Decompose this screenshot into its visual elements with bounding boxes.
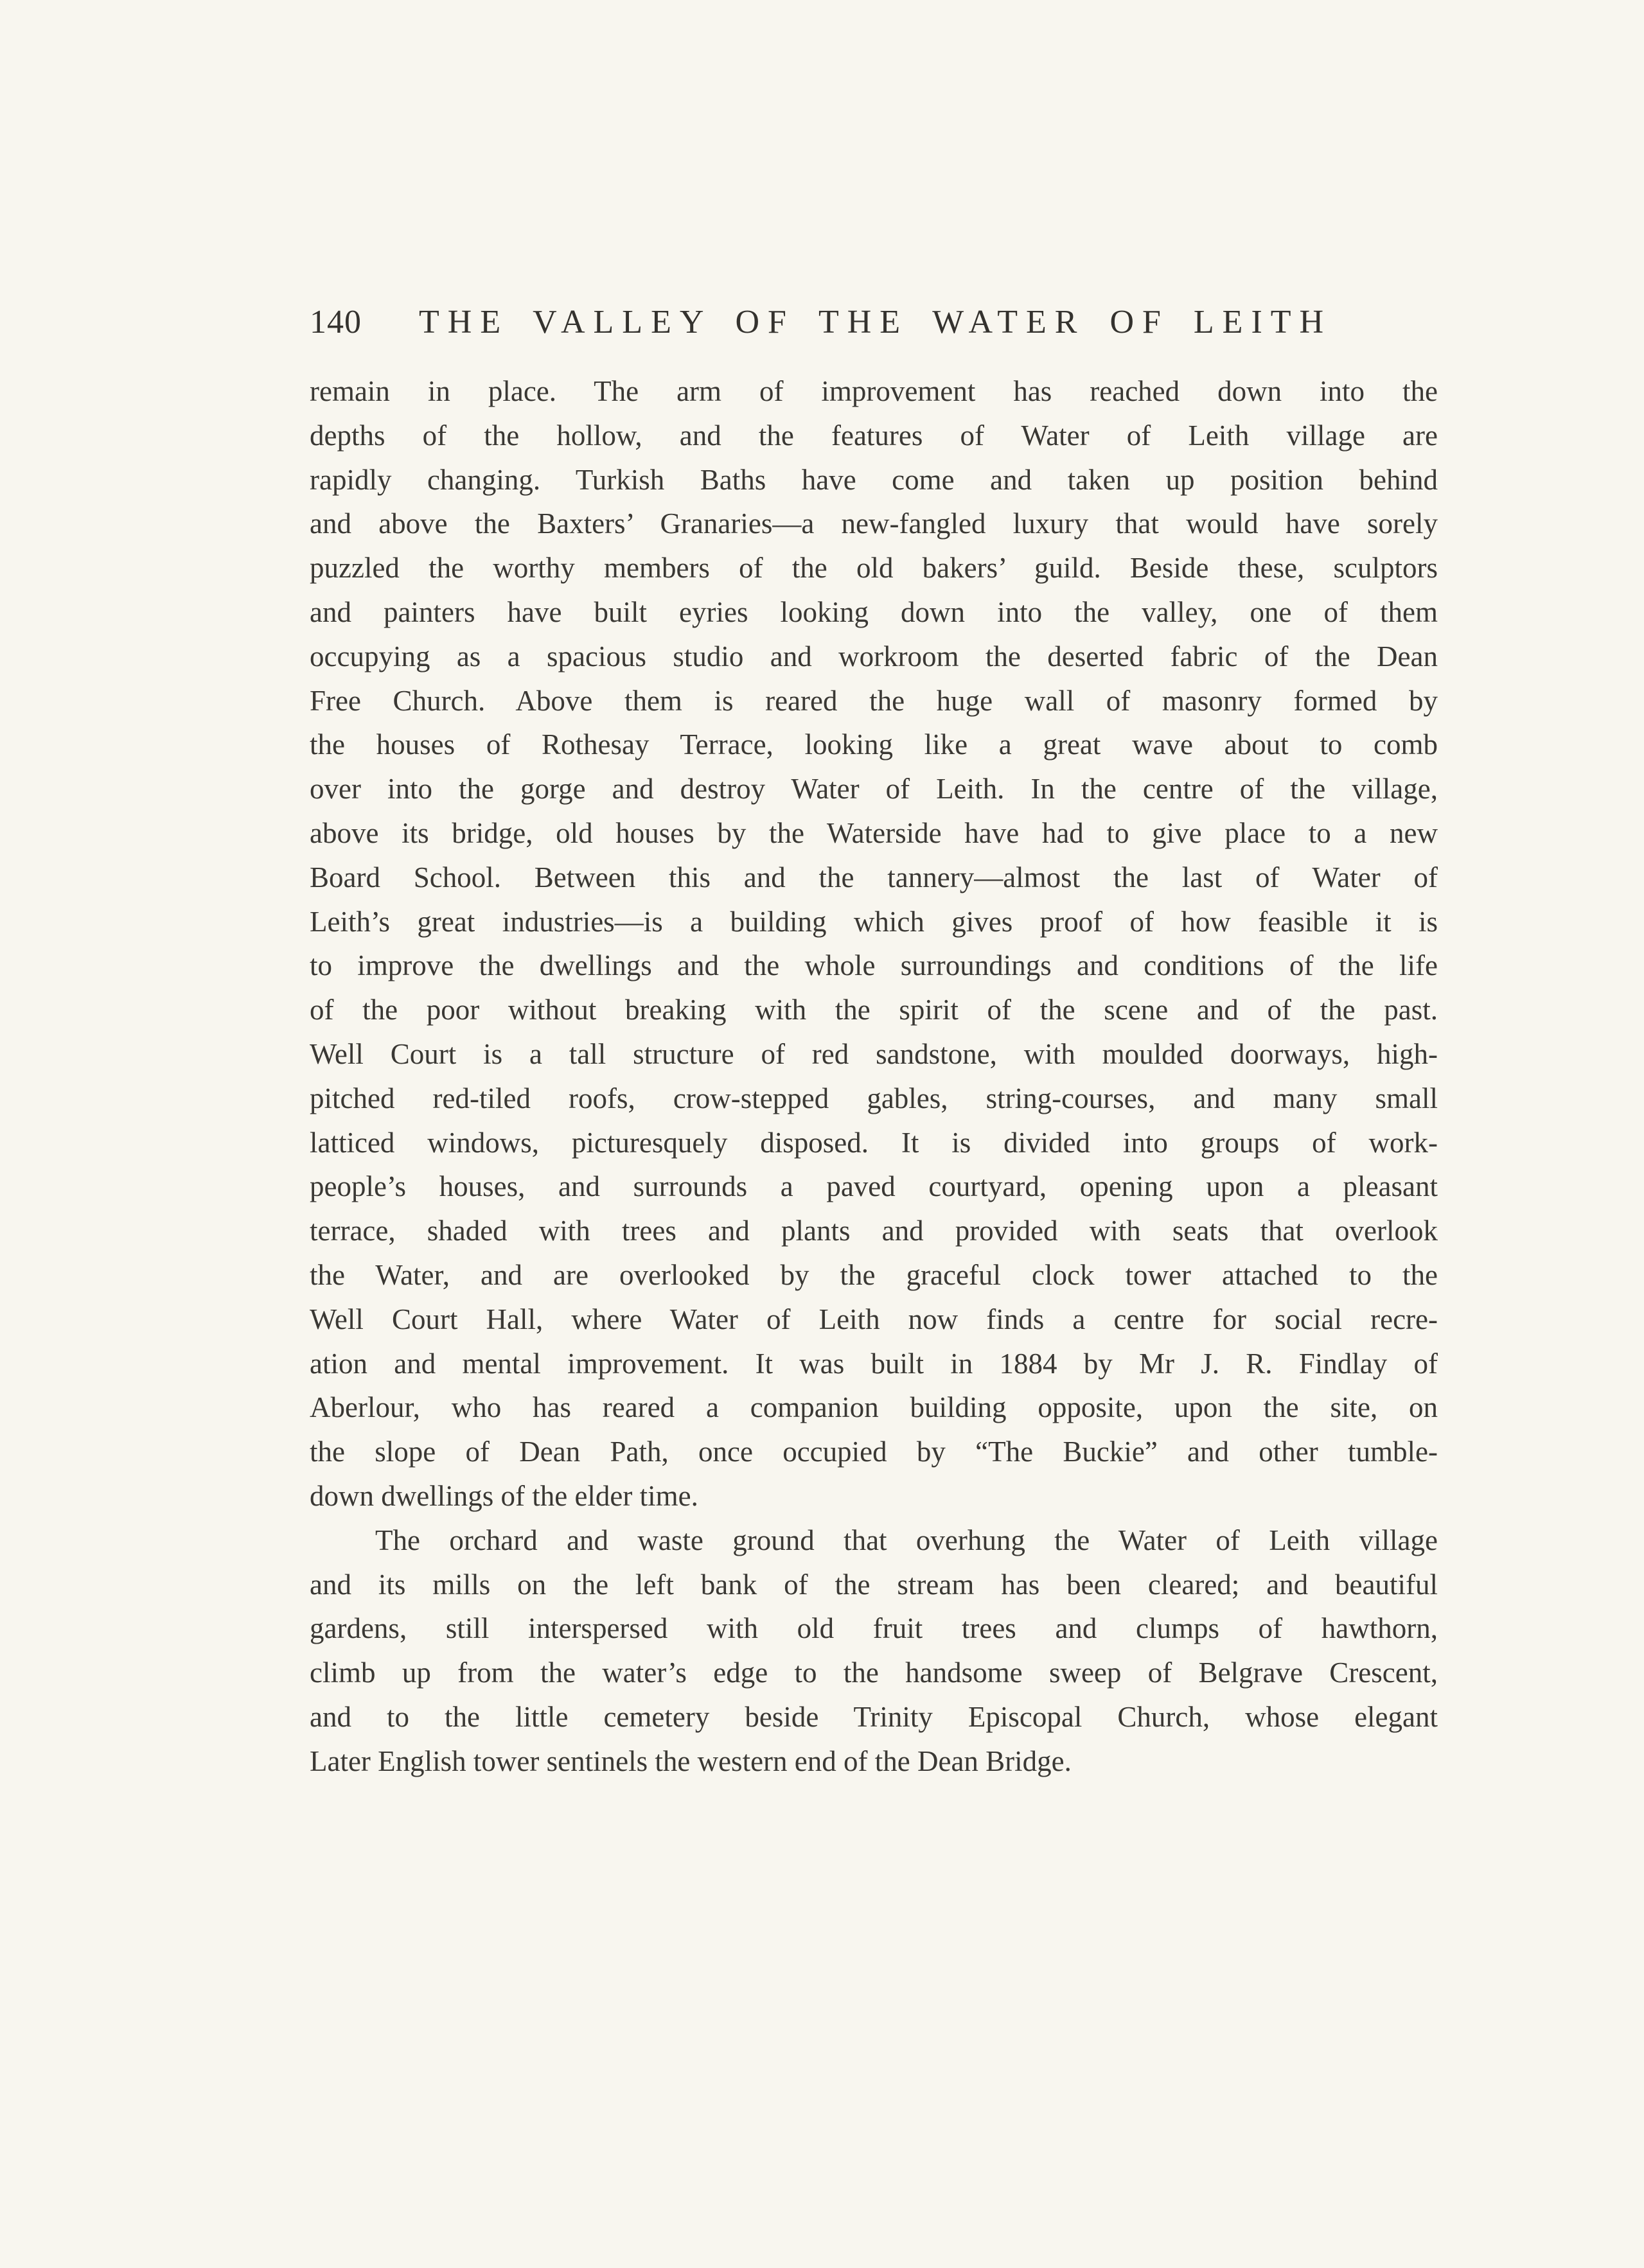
text-line: rapidly changing. Turkish Baths have come and taken up position behind xyxy=(310,463,1438,496)
text-line: Leith’s great industries—is a building which gives proof of how feasible it is xyxy=(310,905,1438,938)
running-head xyxy=(310,297,1344,348)
text-line: and above the Baxters’ Granaries—a new-fangled luxury that would have sorely xyxy=(310,507,1438,540)
text-line: the slope of Dean Path, once occupied by “The Buckie” and other tumble- xyxy=(310,1436,1438,1468)
text-line: over into the gorge and destroy Water of Leith. In the centre of the village, xyxy=(310,773,1438,805)
text-line: Later English tower sentinels the western end of the Dean Bridge. xyxy=(310,1745,1072,1777)
text-line: occupying as a spacious studio and workroom the deserted fabric of the Dean xyxy=(310,640,1438,672)
text-line: The orchard and waste ground that overhung the Water of Leith village xyxy=(375,1524,1438,1556)
page-number: 140 xyxy=(310,304,362,340)
text-line: and to the little cemetery beside Trinity Episcopal Church, whose elegant xyxy=(310,1700,1438,1733)
text-line: Aberlour, who has reared a companion building opposite, upon the site, on xyxy=(310,1391,1438,1424)
text-line: remain in place. The arm of improvement has reached down into the xyxy=(310,375,1438,407)
text-line: and its mills on the left bank of the stream has been cleared; and beautiful xyxy=(310,1568,1438,1601)
text-line: terrace, shaded with trees and plants and provided with seats that overlook xyxy=(310,1215,1438,1247)
text-line: the houses of Rothesay Terrace, looking like a great wave about to comb xyxy=(310,728,1438,761)
text-line: Free Church. Above them is reared the huge wall of masonry formed by xyxy=(310,684,1438,717)
text-line: pitched red-tiled roofs, crow-stepped gables, string-courses, and many small xyxy=(310,1082,1438,1114)
text-line: Well Court Hall, where Water of Leith now finds a centre for social recre- xyxy=(310,1303,1438,1335)
text-line: Well Court is a tall structure of red sandstone, with moulded doorways, high- xyxy=(310,1037,1438,1070)
paragraph-2 xyxy=(310,1518,1438,1784)
text-line: down dwellings of the elder time. xyxy=(310,1479,698,1512)
text-line: climb up from the water’s edge to the handsome sweep of Belgrave Crescent, xyxy=(310,1657,1438,1689)
text-line: and painters have built eyries looking down into the valley, one of them xyxy=(310,595,1438,628)
text-line: latticed windows, picturesquely disposed. It is divided into groups of work- xyxy=(310,1126,1438,1159)
text-line: above its bridge, old houses by the Waterside have had to give place to a new xyxy=(310,816,1438,849)
text-line: to improve the dwellings and the whole surroundings and conditions of the life xyxy=(310,949,1438,982)
text-line: people’s houses, and surrounds a paved courtyard, opening upon a pleasant xyxy=(310,1170,1438,1203)
running-title: THE VALLEY OF THE WATER OF LEITH xyxy=(419,304,1332,340)
body-text xyxy=(310,369,1438,1784)
text-line: gardens, still interspersed with old fruit trees and clumps of hawthorn, xyxy=(310,1612,1438,1645)
text-line: the Water, and are overlooked by the graceful clock tower attached to the xyxy=(310,1258,1438,1291)
text-line: puzzled the worthy members of the old bakers’ guild. Beside these, sculptors xyxy=(310,552,1438,585)
text-line: Board School. Between this and the tannery—almost the last of Water of xyxy=(310,861,1438,893)
text-line: of the poor without breaking with the spirit of the scene and of the past. xyxy=(310,994,1438,1026)
paragraph-1 xyxy=(310,369,1438,1518)
text-line: depths of the hollow, and the features of Water of Leith village are xyxy=(310,419,1438,452)
text-line: ation and mental improvement. It was built in 1884 by Mr J. R. Findlay of xyxy=(310,1347,1438,1380)
